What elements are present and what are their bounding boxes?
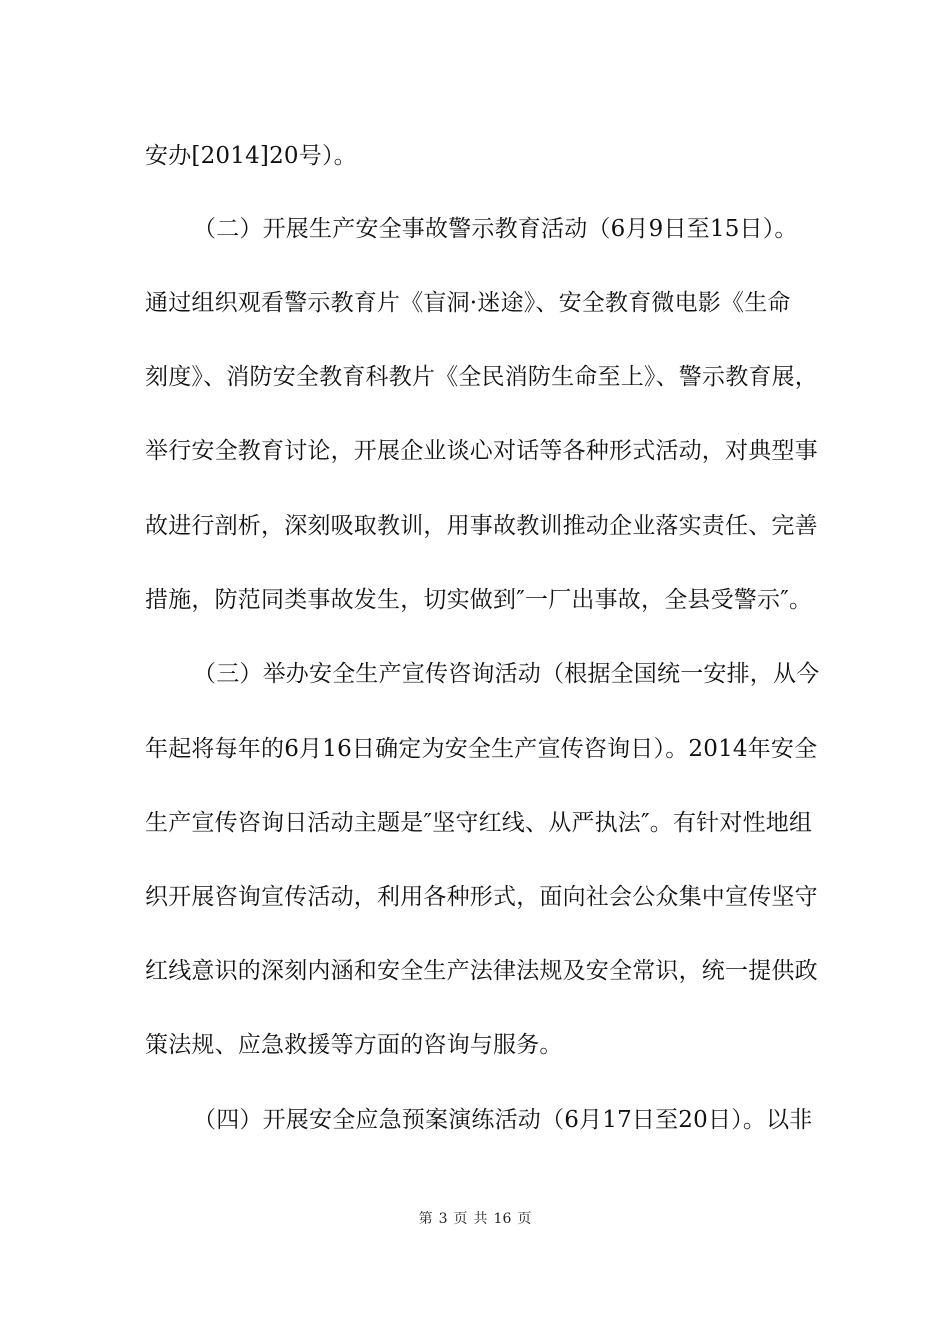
footer-current-page: 3 xyxy=(438,1211,448,1227)
section-heading-line: （三）举办安全生产宣传咨询活动（根据全国统一安排，从今 xyxy=(193,661,820,687)
footer-label-ye-total: 页 xyxy=(517,1211,532,1227)
text-line: 举行安全教育讨论，开展企业谈心对话等各种形式活动，对典型事 xyxy=(145,438,818,464)
section-heading-line: （四）开展安全应急预案演练活动（6月17日至20日）。以非 xyxy=(193,1107,813,1133)
text-line: 策法规、应急救援等方面的咨询与服务。 xyxy=(145,1032,563,1058)
footer-label-ye: 页 xyxy=(453,1211,468,1227)
page-footer xyxy=(0,1209,950,1229)
footer-label-di: 第 xyxy=(418,1211,433,1227)
text-line: 年起将每年的6月16日确定为安全生产宣传咨询日）。2014年安全 xyxy=(145,736,818,762)
text-line: 织开展咨询宣传活动，利用各种形式，面向社会公众集中宣传坚守 xyxy=(145,884,818,910)
text-line: 措施，防范同类事故发生，切实做到″一厂出事故，全县受警示″。 xyxy=(145,587,813,613)
section-heading-line: （二）开展生产安全事故警示教育活动（6月9日至15日）。 xyxy=(193,216,798,242)
text-line: 安办[2014]20号）。 xyxy=(145,143,357,169)
text-line: 通过组织观看警示教育片《盲洞·迷途》、安全教育微电影《生命 xyxy=(145,290,791,316)
text-line: 生产宣传咨询日活动主题是″坚守红线、从严执法″。有针对性地组 xyxy=(145,810,813,836)
text-line: 故进行剖析，深刻吸取教训，用事故教训推动企业落实责任、完善 xyxy=(145,513,818,539)
text-line: 红线意识的深刻内涵和安全生产法律法规及安全常识，统一提供政 xyxy=(145,958,818,984)
footer-total-pages: 16 xyxy=(493,1211,512,1227)
text-line: 刻度》、消防安全教育科教片《全民消防生命至上》、警示教育展， xyxy=(145,364,818,390)
footer-label-gong: 共 xyxy=(473,1211,488,1227)
